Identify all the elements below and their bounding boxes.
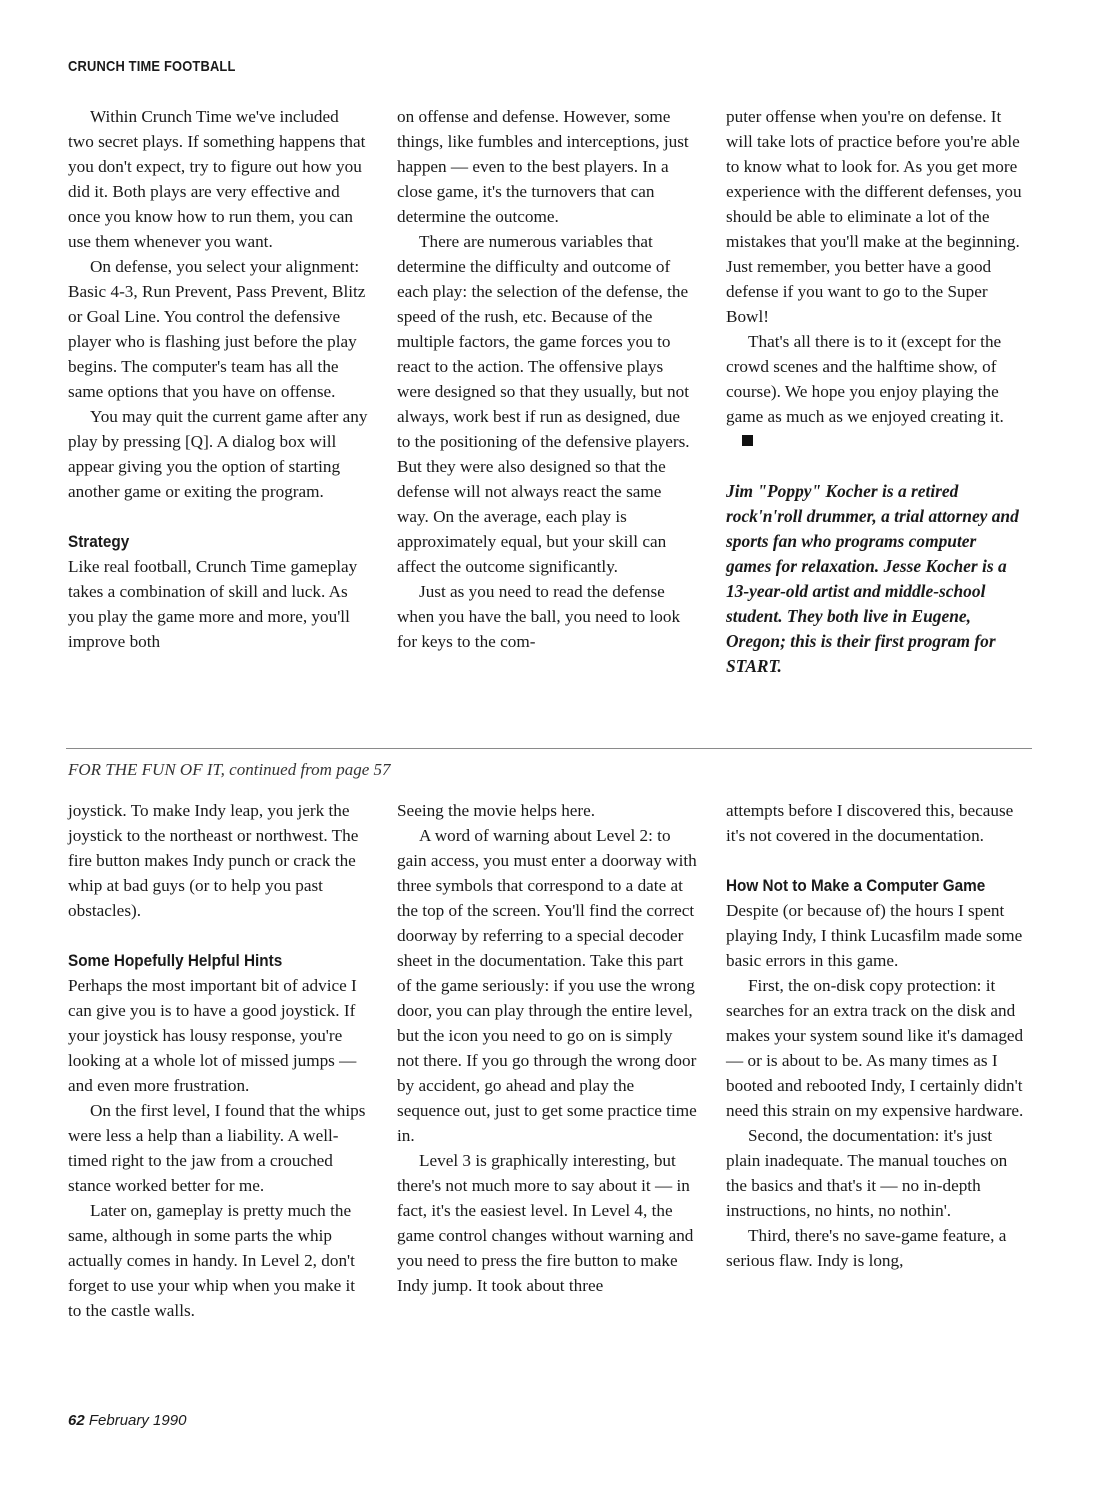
paragraph: A word of warning about Level 2: to gain access, you must enter a doorway with three symbols that correspond to a date at the top of the screen. You'll find the correct doorway by referring to a special decoder sheet in the documentation. Take this part of the game seriously: if you use the wrong door, you can play through the entire level, but the icon you need to go on is simply not there. If you go through the wrong door by accident, go ahead and play the sequence out, just to get some practice time in.	[397, 826, 697, 1145]
author-bio: Jim "Poppy" Kocher is a retired rock'n'roll drummer, a trial attorney and sports fan who programs computer games for relaxation. Jesse Kocher is a 13-year-old artist and middle-school student. They both live in Eugene, Oregon; this is their first program for START.	[726, 481, 1019, 676]
paragraph: joystick. To make Indy leap, you jerk the joystick to the northeast or northwest. The fire button makes Indy punch or crack the whip at bad guys (or to help you past obstacles).	[68, 801, 359, 920]
paragraph: on offense and defense. However, some things, like fumbles and interceptions, just happen — even to the best players. In a close game, it's the turnovers that can determine the outcome.	[397, 107, 689, 226]
paragraph: Like real football, Crunch Time gameplay takes a combination of skill and luck. As you play the game more and more, you'll improve both	[68, 557, 358, 651]
issue-date: February 1990	[88, 1412, 187, 1429]
page-footer	[68, 1412, 186, 1429]
end-of-article-mark	[742, 435, 753, 446]
paragraph: You may quit the current game after any play by pressing [Q]. A dialog box will appear giving you the option of starting another game or exiting the program.	[68, 407, 368, 501]
paragraph: Later on, gameplay is pretty much the same, although in some parts the whip actually comes in handy. In Level 2, don't forget to use your whip when you make it to the castle walls.	[68, 1201, 356, 1320]
paragraph: Within Crunch Time we've included two secret plays. If something happens that you don't expect, try to figure out how you did it. Both plays are very effective and once you know how to run them, you can use them whenever you want.	[68, 107, 366, 251]
continued-from-line: FOR THE FUN OF IT, continued from page 57	[68, 760, 391, 779]
top-column-1	[68, 104, 368, 654]
paragraph: On the first level, I found that the whips were less a help than a liability. A well-timed right to the jaw from a crouched stance worked better for me.	[68, 1101, 366, 1195]
page-number: 62	[68, 1412, 85, 1429]
paragraph: puter offense when you're on defense. It will take lots of practice before you're able to know what to look for. As you get more experience with the different defenses, you should be able to eliminate a lot of the mistakes that you'll make at the beginning. Just remember, you better have a good defense if you want to go to the Super Bowl!	[726, 107, 1022, 326]
section-heading-hints: Some Hopefully Helpful Hints	[68, 951, 283, 970]
paragraph: First, the on-disk copy protection: it searches for an extra track on the disk and makes your system sound like it's damaged — or is about to be. As many times as I booted and rebooted Indy, I certainly didn't need this strain on my expensive hardware.	[726, 976, 1024, 1120]
paragraph: Seeing the movie helps here.	[397, 801, 596, 820]
paragraph: Level 3 is graphically interesting, but there's not much more to say about it — in fact, it's the easiest level. In Level 4, the game control changes without warning and you need to press the fire button to make Indy jump. It took about three	[397, 1151, 694, 1295]
top-column-3	[726, 104, 1026, 679]
running-head: CRUNCH TIME FOOTBALL	[68, 58, 236, 75]
closing-text: That's all there is to it (except for the crowd scenes and the halftime show, of course). We hope you enjoy playing the game as much as we enjoyed creating it.	[726, 332, 1004, 426]
paragraph: Perhaps the most important bit of advice I can give you is to have a good joystick. If your joystick has lousy response, you're looking at a whole lot of missed jumps — and even more frustration.	[68, 976, 357, 1095]
section-heading-strategy: Strategy	[68, 532, 130, 551]
paragraph	[726, 329, 1026, 454]
paragraph: There are numerous variables that determine the difficulty and outcome of each play: the selection of the defense, the speed of the rush, etc. Because of the multiple factors, the game forces you to react to the action. The offensive plays were designed so that they usually, but not always, work best if run as designed, due to the positioning of the defensive players. But they were also designed so that the defense will not always react the same way. On the average, each play is approximately equal, but your skill can affect the outcome significantly.	[397, 232, 690, 576]
bottom-column-1	[68, 798, 368, 1323]
paragraph: attempts before I discovered this, because it's not covered in the documentation.	[726, 801, 1014, 845]
bottom-column-2	[397, 798, 697, 1298]
top-column-2	[397, 104, 697, 654]
paragraph: Third, there's no save-game feature, a serious flaw. Indy is long,	[726, 1226, 1007, 1270]
section-divider	[66, 748, 1032, 749]
paragraph: Second, the documentation: it's just plain inadequate. The manual touches on the basics and that's it — no in-depth instructions, no hints, no nothin'.	[726, 1126, 1008, 1220]
paragraph: Despite (or because of) the hours I spent playing Indy, I think Lucasfilm made some basic errors in this game.	[726, 901, 1023, 970]
section-heading-how-not: How Not to Make a Computer Game	[726, 876, 986, 895]
bottom-column-3	[726, 798, 1026, 1273]
paragraph: Just as you need to read the defense when you have the ball, you need to look for keys to the com-	[397, 582, 681, 651]
paragraph: On defense, you select your alignment: Basic 4-3, Run Prevent, Pass Prevent, Blitz or Goal Line. You control the defensive player who is flashing just before the play begins. The computer's team has all the same options that you have on offense.	[68, 257, 366, 401]
